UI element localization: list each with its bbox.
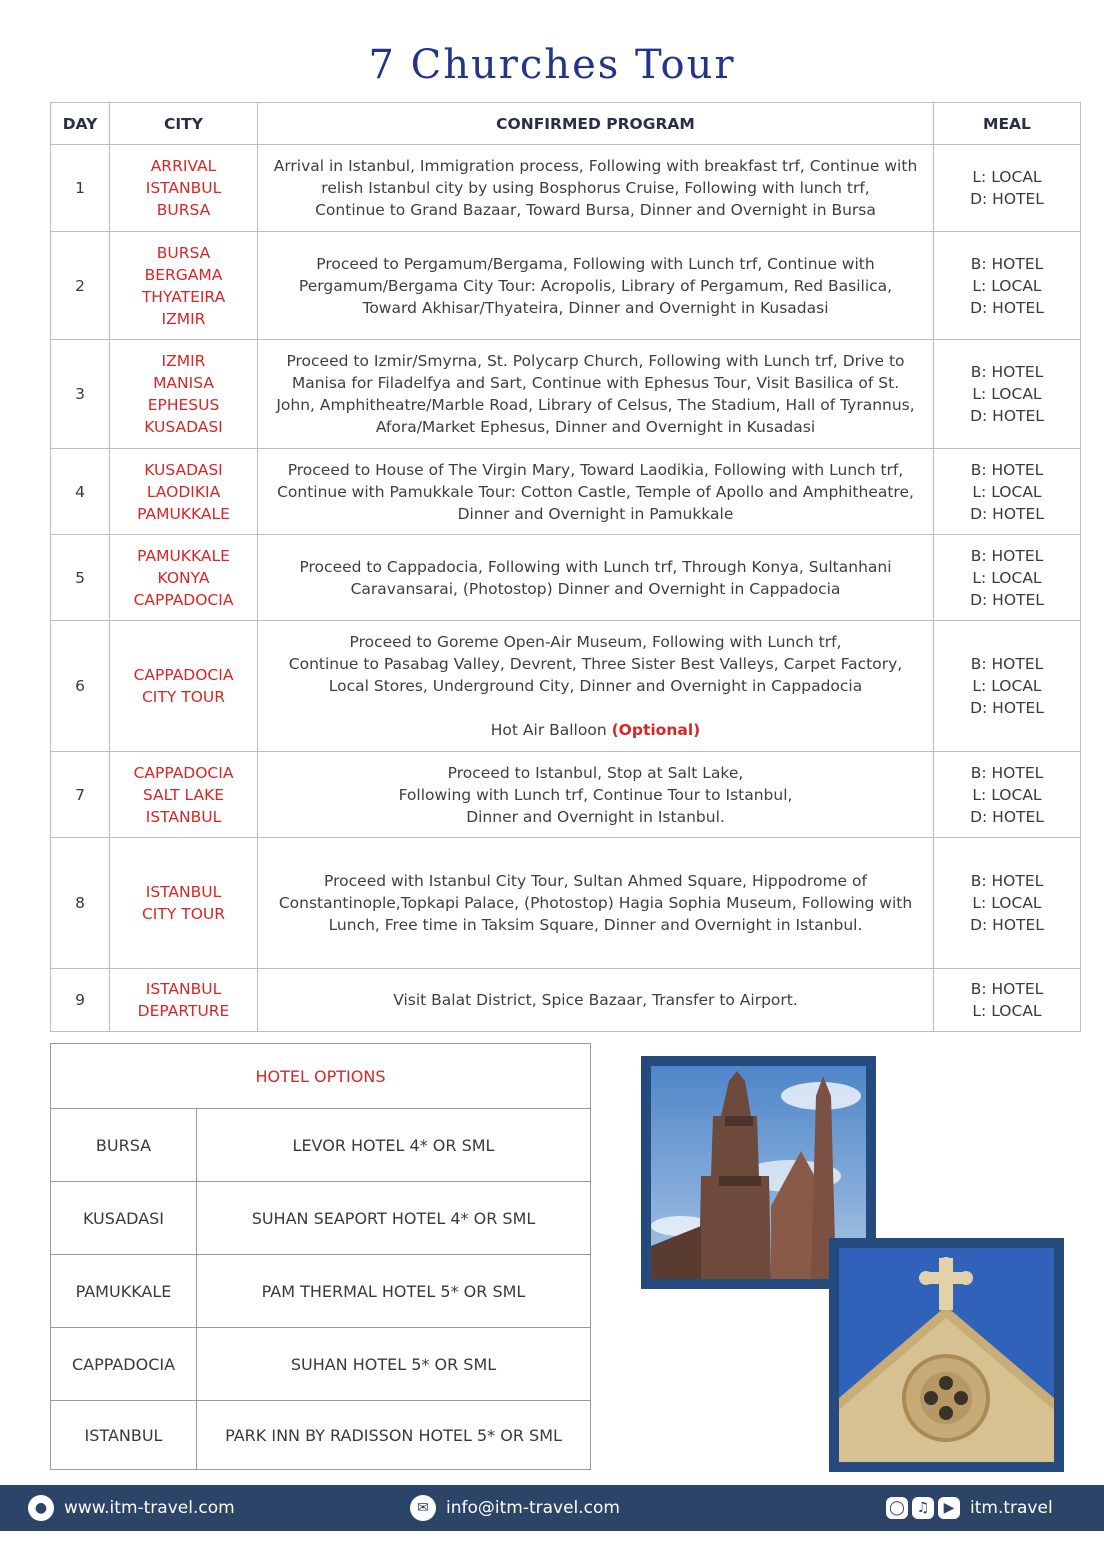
website-link[interactable]	[28, 1485, 235, 1531]
header-day: DAY	[51, 103, 110, 145]
hotel-name: PAM THERMAL HOTEL 5* OR SML	[197, 1255, 591, 1328]
social-links[interactable]	[886, 1485, 1053, 1531]
program-description: Proceed to Izmir/Smyrna, St. Polycarp Church, Following with Lunch trf, Drive to Manisa for Filadelfya and Sart, Continue with Ephesus Tour, Visit Basilica of St. John, Amphitheatre/Marble Road, Library of Celsus, The Stadium, Hall of Tyrannus, Afora/Market Ephesus, Dinner and Overnight in Kusadasi	[258, 340, 934, 449]
hotel-city: BURSA	[51, 1109, 197, 1182]
table-row	[51, 969, 1081, 1032]
city-list: IZMIR MANISA EPHESUS KUSADASI	[110, 340, 258, 449]
meal-list: B: HOTEL L: LOCAL D: HOTEL	[934, 449, 1081, 535]
hotel-options-table	[50, 1043, 591, 1470]
day-number: 2	[51, 232, 110, 340]
meal-list: B: HOTEL L: LOCAL D: HOTEL	[934, 752, 1081, 838]
city-list	[110, 145, 258, 232]
mail-icon: ✉	[410, 1495, 436, 1521]
table-row	[51, 145, 1081, 232]
optional-badge: (Optional)	[611, 721, 701, 739]
hotel-row	[51, 1328, 591, 1401]
hotel-name: PARK INN BY RADISSON HOTEL 5* OR SML	[197, 1401, 591, 1470]
header-program: CONFIRMED PROGRAM	[258, 103, 934, 145]
program-description: Arrival in Istanbul, Immigration process, Following with breakfast trf, Continue with relish Istanbul city by using Bosphorus Cruise, Following with lunch trf, Continue to Grand Bazaar, Toward Bursa, Dinner and Overnight in Bursa	[258, 145, 934, 232]
table-row	[51, 340, 1081, 449]
header-city: CITY	[110, 103, 258, 145]
city-list: ISTANBUL DEPARTURE	[110, 969, 258, 1032]
day-number: 1	[51, 145, 110, 232]
meal-list: L: LOCAL D: HOTEL	[934, 145, 1081, 232]
program-table	[50, 102, 1081, 1032]
email-text: info@itm-travel.com	[446, 1498, 620, 1518]
hotel-row	[51, 1255, 591, 1328]
hotel-row	[51, 1401, 591, 1470]
day-number: 7	[51, 752, 110, 838]
hotel-row	[51, 1109, 591, 1182]
program-description: Visit Balat District, Spice Bazaar, Transfer to Airport.	[258, 969, 934, 1032]
table-row	[51, 232, 1081, 340]
hotel-row	[51, 1182, 591, 1255]
city-list: BURSA BERGAMA THYATEIRA IZMIR	[110, 232, 258, 340]
city-name: ARRIVAL	[150, 157, 217, 175]
day-number: 3	[51, 340, 110, 449]
city-list: PAMUKKALE KONYA CAPPADOCIA	[110, 535, 258, 621]
hotel-city: CAPPADOCIA	[51, 1328, 197, 1401]
city-list: ISTANBUL CITY TOUR	[110, 838, 258, 969]
city-list: KUSADASI LAODIKIA PAMUKKALE	[110, 449, 258, 535]
meal-list: B: HOTEL L: LOCAL D: HOTEL	[934, 232, 1081, 340]
table-row	[51, 621, 1081, 752]
day-number: 4	[51, 449, 110, 535]
tiktok-icon[interactable]: ♫	[912, 1497, 934, 1519]
program-description: Proceed to House of The Virgin Mary, Toward Laodikia, Following with Lunch trf, Continue with Pamukkale Tour: Cotton Castle, Temple of Apollo and Amphitheatre, Dinner and Overnight in Pamukkale	[258, 449, 934, 535]
hotel-city: ISTANBUL	[51, 1401, 197, 1470]
header-meal: MEAL	[934, 103, 1081, 145]
program-header-row	[51, 103, 1081, 145]
meal-list: B: HOTEL L: LOCAL	[934, 969, 1081, 1032]
website-text: www.itm-travel.com	[64, 1498, 235, 1518]
day-number: 9	[51, 969, 110, 1032]
hotel-city: KUSADASI	[51, 1182, 197, 1255]
meal-list: B: HOTEL L: LOCAL D: HOTEL	[934, 535, 1081, 621]
youtube-icon[interactable]: ▶	[938, 1497, 960, 1519]
program-description: Proceed to Istanbul, Stop at Salt Lake, Following with Lunch trf, Continue Tour to Istanbul, Dinner and Overnight in Istanbul.	[258, 752, 934, 838]
program-description: Proceed to Cappadocia, Following with Lunch trf, Through Konya, Sultanhani Caravansarai, (Photostop) Dinner and Overnight in Cappadocia	[258, 535, 934, 621]
meal-list: B: HOTEL L: LOCAL D: HOTEL	[934, 838, 1081, 969]
table-row	[51, 752, 1081, 838]
email-link[interactable]	[410, 1485, 620, 1531]
day-number: 5	[51, 535, 110, 621]
footer-bar	[0, 1485, 1104, 1531]
program-description: Proceed with Istanbul City Tour, Sultan Ahmed Square, Hippodrome of Constantinople,Topkapi Palace, (Photostop) Hagia Sophia Museum, Following with Lunch, Free time in Taksim Square, Dinner and Overnight in Istanbul.	[258, 838, 934, 969]
instagram-icon[interactable]: ◯	[886, 1497, 908, 1519]
city-list: CAPPADOCIA SALT LAKE ISTANBUL	[110, 752, 258, 838]
day-number: 6	[51, 621, 110, 752]
meal-list: B: HOTEL L: LOCAL D: HOTEL	[934, 621, 1081, 752]
page-title: 7 Churches Tour	[368, 42, 736, 88]
globe-icon: ●	[28, 1495, 54, 1521]
program-description: Proceed to Goreme Open-Air Museum, Following with Lunch trf, Continue to Pasabag Valley, Devrent, Three Sister Best Valleys, Carpet Factory, Local Stores, Underground City, Dinner and Overnight in Cappadocia Hot Air Balloon (Optional)	[258, 621, 934, 752]
hot-air-balloon-label: Hot Air Balloon	[490, 721, 607, 739]
table-row	[51, 838, 1081, 969]
table-row	[51, 449, 1081, 535]
hotel-name: SUHAN SEAPORT HOTEL 4* OR SML	[197, 1182, 591, 1255]
table-row	[51, 535, 1081, 621]
church-gable-photo	[829, 1238, 1064, 1472]
city-name: BURSA	[156, 201, 211, 219]
day-number: 8	[51, 838, 110, 969]
hotel-city: PAMUKKALE	[51, 1255, 197, 1328]
meal-list: B: HOTEL L: LOCAL D: HOTEL	[934, 340, 1081, 449]
city-list: CAPPADOCIA CITY TOUR	[110, 621, 258, 752]
hotel-name: SUHAN HOTEL 5* OR SML	[197, 1328, 591, 1401]
program-description: Proceed to Pergamum/Bergama, Following with Lunch trf, Continue with Pergamum/Bergama City Tour: Acropolis, Library of Pergamum, Red Basilica, Toward Akhisar/Thyateira, Dinner and Overnight in Kusadasi	[258, 232, 934, 340]
city-name: ISTANBUL	[145, 179, 222, 197]
hotel-options-heading: HOTEL OPTIONS	[51, 1044, 591, 1109]
hotel-name: LEVOR HOTEL 4* OR SML	[197, 1109, 591, 1182]
social-handle: itm.travel	[970, 1498, 1053, 1518]
